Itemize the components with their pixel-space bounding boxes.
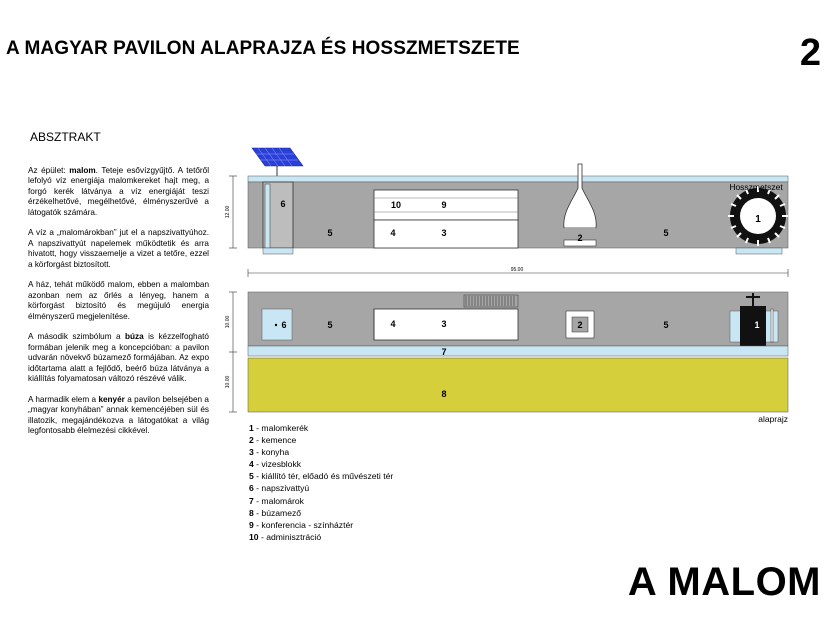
plan-label-7: 7 <box>441 347 447 357</box>
section-title-label: Hosszmetszet <box>729 182 783 192</box>
legend-item: 3 - konyha <box>249 447 290 458</box>
plan-dim-lower: 10.00 <box>225 375 231 389</box>
legend-item: 8 - búzamező <box>249 507 302 518</box>
abstract-paragraph-4: A második szimbólum a búza is kézzelfogható formában jelenik meg a koncepcióban: a pavilon udvarán növekvő búzamező formájában. Az expo időtartama alatt a fejlődő, beérő búza látványa a kiállítás folyamatosan változó részévé válik. <box>28 332 209 384</box>
legend-item: 5 - kiállító tér, előadó és művészeti tér <box>249 471 394 482</box>
abstract-paragraph-1: Az épület: malom. Teteje esővízgyűjtő. A tetőről lefolyó víz energiája malomkereket hajt meg, a forgó kerék látványa a víz energiáját teszi érzékelhetővé, megélhetővé, élményszerűvé a látogatók számára. <box>28 166 210 217</box>
plan-label-2: 2 <box>577 320 583 330</box>
legend <box>249 422 393 543</box>
section-label-9: 9 <box>441 200 447 210</box>
abstract-paragraph-2: A víz a „malomárokban” jut el a napszivattyúhoz. A napszivattyút napelemek működtetik és arra hivatott, hogy visszaemelje a vizet a tetőre, ezzel a körforgást biztosított. <box>28 228 209 269</box>
abstract-paragraph-5: A harmadik elem a kenyér a pavilon belsejében a „magyar konyhában” annak kemencéjében sül és illatozik, megajándékozva a látogatókat a világ legfontosabb élelmezési cikkével. <box>28 394 209 436</box>
plan-label-5a: 5 <box>327 320 333 330</box>
section-label-10: 10 <box>390 200 402 210</box>
section-label-5b: 5 <box>663 228 669 238</box>
legend-item: 10 - adminisztráció <box>249 531 322 542</box>
page-number: 2 <box>799 32 821 74</box>
plan-mill-channel <box>248 346 788 356</box>
plan-label-8: 8 <box>441 389 447 399</box>
section-label-5a: 5 <box>327 228 333 238</box>
abstract-heading: ABSZTRAKT <box>30 130 101 144</box>
legend-item: 9 - konferencia - színháztér <box>249 519 354 530</box>
footer-title: A MALOM <box>627 560 821 604</box>
roof-water <box>248 176 788 182</box>
plan-wheat-field <box>248 358 788 412</box>
plan-label-3: 3 <box>441 319 447 329</box>
plan-drawing <box>225 292 788 424</box>
legend-item: 2 - kemence <box>249 435 297 446</box>
legend-item: 6 - napszivattyú <box>249 483 310 494</box>
section-label-2: 2 <box>577 233 583 243</box>
plan-label-4: 4 <box>390 319 396 329</box>
legend-item: 1 - malomkerék <box>249 423 309 433</box>
section-label-6: 6 <box>280 199 286 209</box>
page-title: A MAGYAR PAVILON ALAPRAJZA ÉS HOSSZMETSZETE <box>6 38 520 59</box>
section-label-4: 4 <box>390 228 396 238</box>
section-label-3: 3 <box>441 228 447 238</box>
legend-item: 4 - vizesblokk <box>249 459 302 470</box>
abstract-paragraph-3: A ház, tehát működő malom, ebben a malomban azonban nem az őrlés a lényeg, hanem a körforgást biztosító és megújuló energia élményszerű megjelenítése. <box>28 280 209 321</box>
section-label-1: 1 <box>755 214 761 225</box>
section-drawing <box>225 148 788 277</box>
plan-dim-upper: 10.00 <box>225 315 231 329</box>
section-height-dim: 12.00 <box>225 205 231 219</box>
legend-item: 7 - malomárok <box>249 495 304 506</box>
plan-label-5b: 5 <box>663 320 669 330</box>
plan-label-6: 6 <box>281 320 287 330</box>
plan-label-1: 1 <box>754 320 760 330</box>
plan-title-label: alaprajz <box>758 414 788 424</box>
section-length-dim: 95.00 <box>510 267 524 273</box>
